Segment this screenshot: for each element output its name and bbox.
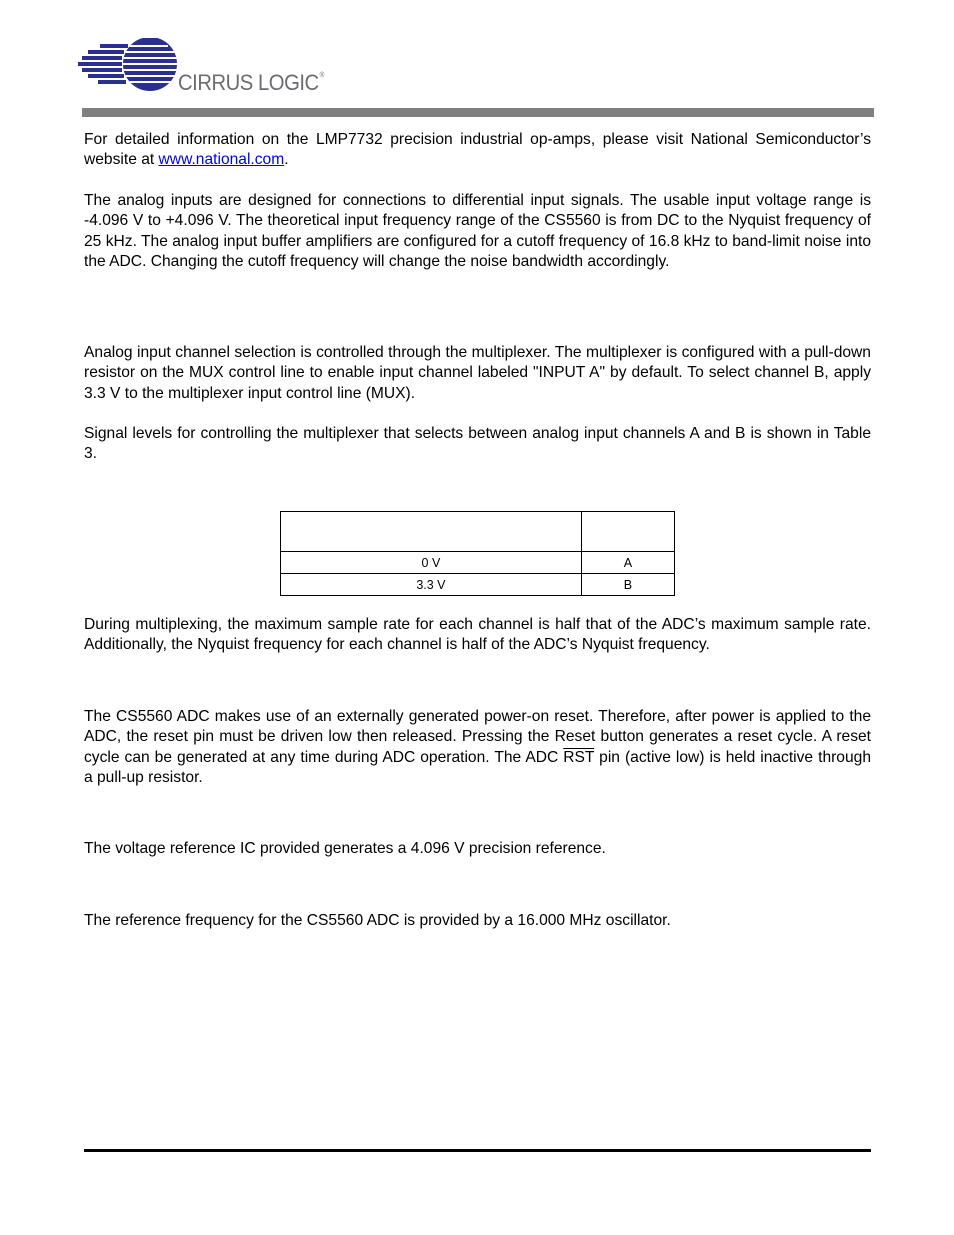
table-cell: 3.3 V	[281, 574, 582, 596]
table-header-row	[281, 512, 675, 552]
paragraph-op-amp-info: For detailed information on the LMP7732 precision industrial op-amps, please visit National Semiconductor’s website at www.national.com.	[84, 131, 871, 169]
table-header-cell	[581, 512, 674, 552]
paragraph-oscillator: The reference frequency for the CS5560 ADC is provided by a 16.000 MHz oscillator.	[84, 912, 671, 929]
paragraph-analog-inputs: The analog inputs are designed for connections to differential input signals. The usable input voltage range is -4.096 V to +4.096 V. The theoretical input frequency range of the CS5560 is from DC to the Nyquist frequency of 25 kHz. The analog input buffer amplifiers are configured for a cutoff frequency of 16.8 kHz to band-limit noise into the ADC. Changing the cutoff frequency will change the noise bandwidth accordingly.	[84, 192, 871, 271]
table-row	[281, 552, 675, 574]
table-row	[281, 574, 675, 596]
table-cell: B	[581, 574, 674, 596]
paragraph-voltage-reference: The voltage reference IC provided generates a 4.096 V precision reference.	[84, 840, 606, 857]
paragraph-multiplexing: During multiplexing, the maximum sample rate for each channel is half that of the ADC’s maximum sample rate. Additionally, the Nyquist frequency for each channel is half of the ADC’s Nyquist frequency.	[84, 616, 871, 654]
table-cell: 0 V	[281, 552, 582, 574]
rst-pin-label: $\overline{RST}$	[563, 748, 595, 766]
national-link[interactable]: www.national.com	[158, 151, 285, 169]
paragraph-reset: The CS5560 ADC makes use of an externally generated power-on reset. Therefore, after power is applied to the ADC, the reset pin must be driven low then released. Pressing the Reset button generates a reset cycle. A reset cycle can be generated at any time during ADC operation. The ADC $\overline{RST}$ pin (active low) is held inactive through a pull-up resistor.	[84, 708, 871, 787]
brand-name: CIRRUS LOGIC®	[178, 70, 324, 95]
paragraph-channel-selection: Analog input channel selection is controlled through the multiplexer. The multiplexer is configured with a pull-down resistor on the MUX control line to enable input channel labeled "INPUT A" by default. To select channel B, apply 3.3 V to the multiplexer input control line (MUX).	[84, 344, 871, 402]
paragraph-signal-levels: Signal levels for controlling the multiplexer that selects between analog input channels A and B is shown in Table 3.	[84, 425, 871, 463]
footer-rule	[84, 1149, 871, 1152]
mux-signal-table	[280, 511, 675, 596]
header-bar	[82, 108, 874, 117]
table-header-cell	[281, 512, 582, 552]
table-cell: A	[581, 552, 674, 574]
